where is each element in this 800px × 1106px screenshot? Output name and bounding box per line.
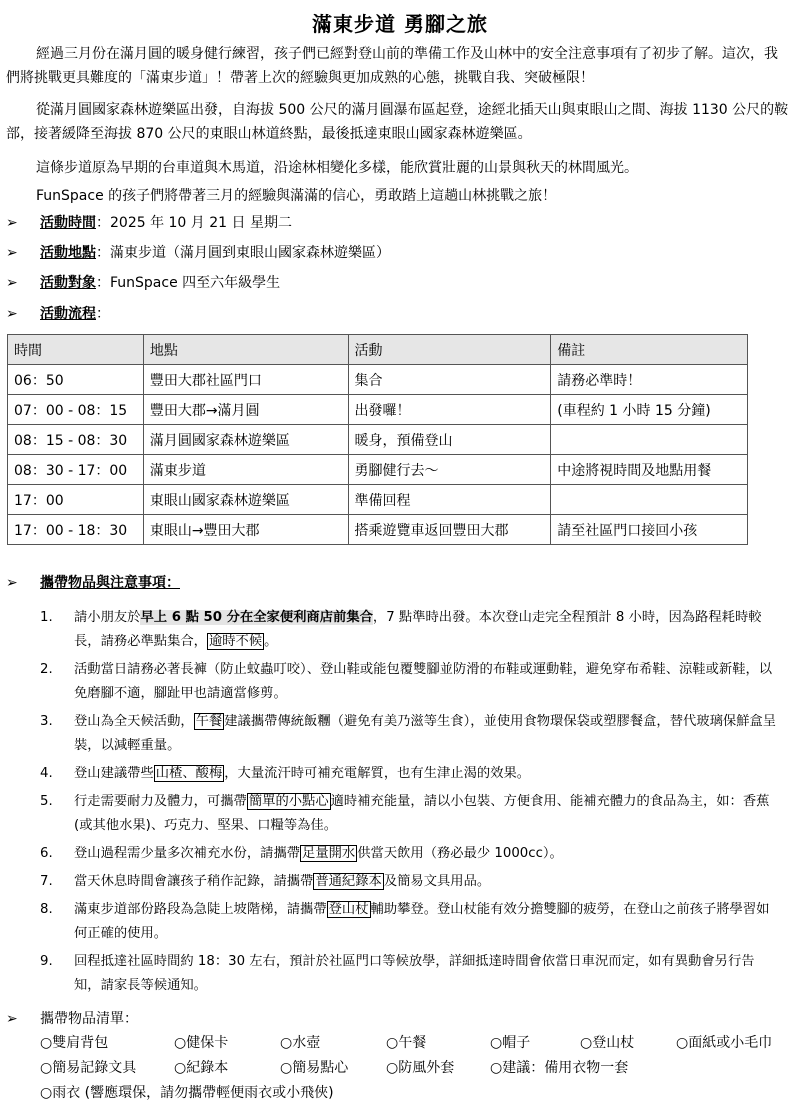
arrow-bullet-icon: ➢ <box>6 245 18 261</box>
list-item: 7. 當天休息時間會讓孩子稍作記錄，請攜帶 普通紀錄本 及簡易文具用品。 <box>40 874 491 889</box>
checklist-item: ○建議：備用衣物一套 <box>490 1060 629 1076</box>
table-cell: 東眼山國家森林遊樂區 <box>143 485 348 515</box>
boxed-keyword: 簡單的小點心 <box>248 794 329 809</box>
table-row <box>8 455 748 485</box>
highlighted-meeting-time: 早上 6 點 50 分在全家便利商店前集合 <box>140 610 373 625</box>
table-cell: 東眼山→豐田大郡 <box>143 515 348 545</box>
table-cell: 準備回程 <box>348 485 551 515</box>
checklist-item: ○面紙或小毛巾 <box>676 1035 773 1051</box>
table-cell: 請至社區門口接回小孩 <box>551 515 748 545</box>
arrow-bullet-icon: ➢ <box>6 306 18 322</box>
table-cell: 暖身，預備登山 <box>348 425 551 455</box>
table-cell: 17：00 <box>8 485 144 515</box>
schedule-table <box>7 334 748 545</box>
checklist-item: ○雨衣 (響應環保，請勿攜帶輕便雨衣或小飛俠) <box>40 1085 334 1101</box>
checklist-item: ○防風外套 <box>386 1060 455 1076</box>
table-header-cell: 地點 <box>143 335 348 365</box>
checklist-item: ○午餐 <box>386 1035 427 1051</box>
table-cell: 滿東步道 <box>143 455 348 485</box>
boxed-keyword: 逾時不候 <box>208 634 263 649</box>
boxed-keyword: 普通紀錄本 <box>315 874 382 889</box>
table-cell: 08：30 - 17：00 <box>8 455 144 485</box>
table-header-cell: 備註 <box>551 335 748 365</box>
intro-paragraph-4: FunSpace 的孩子們將帶著三月的經驗與滿滿的信心，勇敢踏上這趟山林挑戰之旅！ <box>36 188 557 204</box>
checklist-item: ○健保卡 <box>174 1035 229 1051</box>
table-row <box>8 425 748 455</box>
bullet-activity-location: ➢ 活動地點：滿東步道（滿月圓到東眼山國家森林遊樂區） <box>6 242 390 264</box>
table-cell: 06：50 <box>8 365 144 395</box>
checklist-item: ○帽子 <box>490 1035 531 1051</box>
table-cell: 集合 <box>348 365 551 395</box>
arrow-bullet-icon: ➢ <box>6 575 18 591</box>
list-item: 4. 登山建議帶些 山楂、酸梅 ，大量流汗時可補充電解質，也有生津止渴的效果。 <box>40 766 531 781</box>
list-item: 2. 活動當日請務必著長褲（防止蚊蟲叮咬）、登山鞋或能包覆雙腳並防滑的布鞋或運動鞋，避免穿布希鞋、涼鞋或新鞋，以免磨腳不適，腳趾甲也請適當修剪。 <box>40 662 773 701</box>
table-cell: 17：00 - 18：30 <box>8 515 144 545</box>
intro-paragraph-3: 這條步道原為早期的台車道與木馬道，沿途林相變化多樣，能欣賞壯麗的山景與秋天的林間風光。 <box>36 160 638 176</box>
boxed-keyword: 登山杖 <box>328 902 369 917</box>
bullet-activity-target: ➢ 活動對象：FunSpace 四至六年級學生 <box>6 272 280 294</box>
boxed-keyword: 足量開水 <box>302 846 356 861</box>
table-cell: 搭乘遊覽車返回豐田大郡 <box>348 515 551 545</box>
list-item: 3. 登山為全天候活動， 午餐 建議攜帶傳統飯糰（避免有美乃滋等生食），並使用食物環保袋或塑膠餐盒，替代玻璃保鮮盒呈裝，以減輕重量。 <box>40 714 777 753</box>
table-cell: 07：00 - 08：15 <box>8 395 144 425</box>
list-item: 5. 行走需要耐力及體力，可攜帶 簡單的小點心 適時補充能量，請以小包裝、方便食用、能補充體力的食品為主，如：香蕉(或其他水果)、巧克力、堅果、口糧等為佳。 <box>40 794 770 833</box>
table-header-row <box>8 335 748 365</box>
checklist <box>40 1032 800 1102</box>
list-item: 1. 請小朋友於早上 6 點 50 分在全家便利商店前集合，7 點準時出發。本次登山走完全程預計 8 小時，因為路程耗時較長，請務必準點集合， 逾時不候 。 <box>40 610 762 649</box>
boxed-keyword: 山楂、酸梅 <box>155 766 223 781</box>
list-item: 6. 登山過程需少量多次補充水份，請攜帶 足量開水 供當天飲用（務必最少 1000cc）。 <box>40 846 563 861</box>
checklist-item: ○水壺 <box>280 1035 321 1051</box>
table-cell <box>551 425 748 455</box>
table-cell: 08：15 - 08：30 <box>8 425 144 455</box>
list-item: 9. 回程抵達社區時間約 18：30 左右，預計於社區門口等候放學，詳細抵達時間會依當日車況而定，如有異動會另行告知，請家長等候通知。 <box>40 954 755 993</box>
table-cell: 豐田大郡社區門口 <box>143 365 348 395</box>
table-cell: 請務必準時！ <box>551 365 748 395</box>
arrow-bullet-icon: ➢ <box>6 215 18 231</box>
table-header-cell: 時間 <box>8 335 144 365</box>
checklist-item: ○雙肩背包 <box>40 1035 109 1051</box>
table-cell: 滿月圓國家森林遊樂區 <box>143 425 348 455</box>
checklist-item: ○登山杖 <box>580 1035 635 1051</box>
arrow-bullet-icon: ➢ <box>6 275 18 291</box>
boxed-keyword: 午餐 <box>195 714 223 729</box>
table-cell: 豐田大郡→滿月圓 <box>143 395 348 425</box>
bullet-activity-time: ➢ 活動時間：2025 年 10 月 21 日 星期二 <box>6 212 292 234</box>
arrow-bullet-icon: ➢ <box>6 1011 18 1027</box>
intro-paragraph-1: 經過三月份在滿月圓的暖身健行練習，孩子們已經對登山前的準備工作及山林中的安全注意事項有了初步了解。這次，我們將挑戰更具難度的「滿東步道」！帶著上次的經驗與更加成熟的心態，挑戰自我、突破極限！ <box>6 46 778 86</box>
checklist-item: ○簡易記錄文具 <box>40 1060 137 1076</box>
table-row <box>8 485 748 515</box>
table-cell: 勇腳健行去～ <box>348 455 551 485</box>
table-cell: (車程約 1 小時 15 分鐘) <box>551 395 748 425</box>
table-cell: 中途將視時間及地點用餐 <box>551 455 748 485</box>
notes-heading: ➢ 攜帶物品與注意事項： <box>6 575 180 591</box>
bullet-activity-flow: ➢ 活動流程： <box>6 303 110 325</box>
table-row <box>8 395 748 425</box>
table-row <box>8 365 748 395</box>
list-item: 8. 滿東步道部份路段為急陡上坡階梯，請攜帶 登山杖 輔助攀登。登山杖能有效分擔雙腳的疲勞，在登山之前孩子將學習如何正確的使用。 <box>40 902 770 941</box>
table-cell <box>551 485 748 515</box>
checklist-item: ○紀錄本 <box>174 1060 229 1076</box>
table-row <box>8 515 748 545</box>
table-cell: 出發囉！ <box>348 395 551 425</box>
page-title: 滿東步道 勇腳之旅 <box>312 12 488 36</box>
checklist-heading: ➢ 攜帶物品清單： <box>6 1011 138 1027</box>
table-header-cell: 活動 <box>348 335 551 365</box>
notes-list <box>40 606 780 1002</box>
intro-paragraph-2: 從滿月圓國家森林遊樂區出發，自海拔 500 公尺的滿月圓瀑布區起登，途經北插天山與東眼山之間、海拔 1130 公尺的鞍部，接著緩降至海拔 870 公尺的東眼山林道終點，最後抵達東眼山國家森林遊樂區。 <box>6 102 789 142</box>
checklist-item: ○簡易點心 <box>280 1060 349 1076</box>
